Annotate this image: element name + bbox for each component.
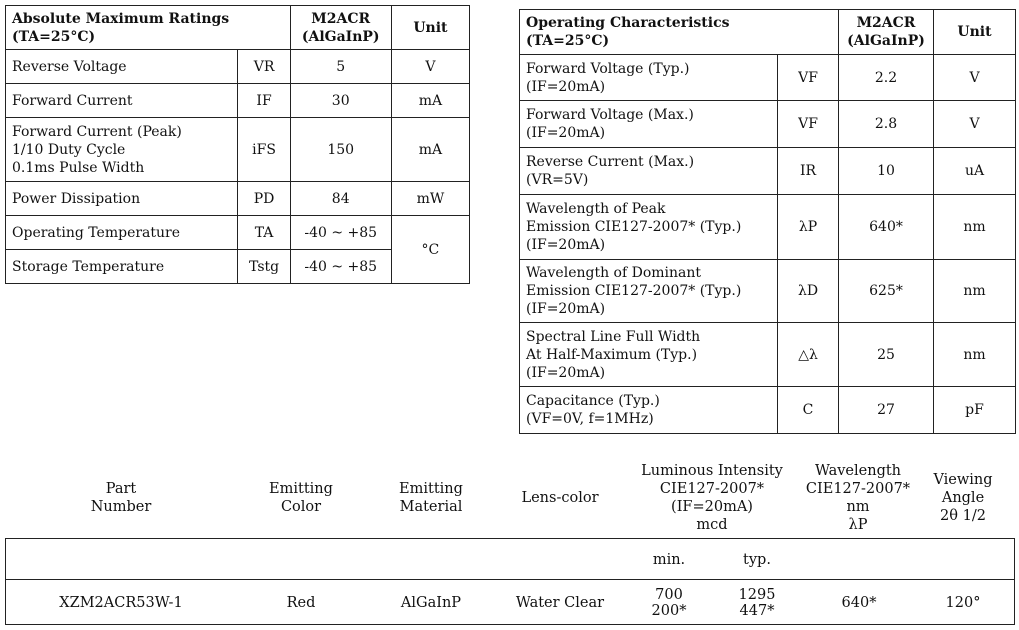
unit-cell: nm	[934, 260, 1016, 323]
symbol-cell: iFS	[238, 118, 290, 182]
table-row	[6, 118, 470, 182]
table-rule-middle	[5, 579, 1015, 580]
header-wavelength: Wavelength CIE127-2007* nm λP	[805, 463, 911, 533]
symbol-cell: λD	[778, 260, 839, 323]
intensity-typ-cell: 1295 447*	[738, 587, 776, 619]
unit-cell: mW	[391, 182, 469, 216]
table-rule-top	[5, 538, 1015, 539]
symbol-cell: Tstg	[238, 250, 290, 284]
unit-cell: pF	[934, 387, 1016, 434]
value-cell: 27	[839, 387, 934, 434]
unit-cell: V	[934, 101, 1016, 148]
symbol-cell: VF	[778, 101, 839, 148]
oc-condition: (TA=25°C)	[526, 33, 610, 49]
emitting-color-cell: Red	[286, 595, 316, 611]
subheader-min: min.	[652, 552, 686, 568]
absolute-maximum-ratings-table	[5, 5, 470, 284]
param-cell: Reverse Voltage	[6, 50, 238, 84]
oc-unit-header: Unit	[934, 10, 1016, 55]
param-cell: Power Dissipation	[6, 182, 238, 216]
value-cell: 25	[839, 323, 934, 387]
header-emitting-color: Emitting Color	[269, 481, 333, 515]
symbol-cell: λP	[778, 195, 839, 260]
value-cell: 625*	[839, 260, 934, 323]
table-row	[6, 50, 470, 84]
table-row	[6, 84, 470, 118]
value-cell: -40 ~ +85	[290, 250, 391, 284]
wavelength-cell: 640*	[841, 595, 877, 611]
oc-part-label: M2ACR	[856, 15, 916, 31]
symbol-cell: VF	[778, 55, 839, 101]
value-cell: 10	[839, 148, 934, 195]
value-cell: 2.2	[839, 55, 934, 101]
amr-title: Absolute Maximum Ratings	[12, 10, 230, 27]
unit-cell: nm	[934, 195, 1016, 260]
unit-cell: uA	[934, 148, 1016, 195]
unit-cell: V	[391, 50, 469, 84]
param-cell: Forward Voltage (Typ.) (IF=20mA)	[520, 55, 778, 101]
symbol-cell: IR	[778, 148, 839, 195]
value-cell: 640*	[839, 195, 934, 260]
intensity-min-cell: 700 200*	[651, 587, 687, 619]
param-cell: Reverse Current (Max.) (VR=5V)	[520, 148, 778, 195]
param-cell: Storage Temperature	[6, 250, 238, 284]
unit-cell: °C	[391, 216, 469, 284]
param-cell: Spectral Line Full Width At Half-Maximum (Typ.) (IF=20mA)	[520, 323, 778, 387]
value-cell: 84	[290, 182, 391, 216]
table-row	[520, 195, 1016, 260]
amr-part-label: M2ACR	[311, 10, 371, 27]
header-part-number: Part Number	[90, 481, 152, 515]
unit-cell: V	[934, 55, 1016, 101]
oc-title-cell	[520, 10, 839, 55]
header-emitting-material: Emitting Material	[399, 481, 463, 515]
header-lens-color: Lens-color	[521, 490, 599, 506]
value-cell: -40 ~ +85	[290, 216, 391, 250]
param-cell: Capacitance (Typ.) (VF=0V, f=1MHz)	[520, 387, 778, 434]
param-cell: Forward Voltage (Max.) (IF=20mA)	[520, 101, 778, 148]
table-row	[520, 101, 1016, 148]
oc-title: Operating Characteristics	[526, 15, 730, 31]
symbol-cell: TA	[238, 216, 290, 250]
symbol-cell: △λ	[778, 323, 839, 387]
oc-part-header	[839, 10, 934, 55]
param-cell: Forward Current (Peak) 1/10 Duty Cycle 0.1ms Pulse Width	[6, 118, 238, 182]
amr-part-header	[290, 6, 391, 50]
amr-material-label: (AlGaInP)	[301, 28, 380, 45]
subheader-typ: typ.	[743, 552, 771, 568]
amr-title-cell	[6, 6, 291, 50]
param-cell: Operating Temperature	[6, 216, 238, 250]
table-row	[520, 387, 1016, 434]
emitting-material-cell: AlGaInP	[400, 595, 462, 611]
table-row	[520, 260, 1016, 323]
table-row	[520, 148, 1016, 195]
symbol-cell: C	[778, 387, 839, 434]
symbol-cell: PD	[238, 182, 290, 216]
header-luminous-intensity: Luminous Intensity CIE127-2007* (IF=20mA) mcd	[641, 463, 783, 533]
value-cell: 5	[290, 50, 391, 84]
param-cell: Wavelength of Dominant Emission CIE127-2007* (Typ.) (IF=20mA)	[520, 260, 778, 323]
amr-unit-header: Unit	[391, 6, 469, 50]
value-cell: 2.8	[839, 101, 934, 148]
symbol-cell: VR	[238, 50, 290, 84]
table-row	[520, 55, 1016, 101]
oc-material-label: (AlGaInP)	[847, 33, 925, 49]
lens-color-cell: Water Clear	[515, 595, 605, 611]
table-row	[6, 182, 470, 216]
value-cell: 30	[290, 84, 391, 118]
table-rule-right	[1014, 538, 1015, 624]
table-rule-bottom	[5, 624, 1015, 625]
amr-condition: (TA=25°C)	[12, 28, 96, 45]
param-cell: Wavelength of Peak Emission CIE127-2007* (Typ.) (IF=20mA)	[520, 195, 778, 260]
value-cell: 150	[290, 118, 391, 182]
table-row	[520, 323, 1016, 387]
operating-characteristics-table	[519, 9, 1016, 434]
symbol-cell: IF	[238, 84, 290, 118]
unit-cell: mA	[391, 118, 469, 182]
unit-cell: mA	[391, 84, 469, 118]
part-number-cell: XZM2ACR53W-1	[59, 595, 183, 611]
unit-cell: nm	[934, 323, 1016, 387]
table-row	[6, 216, 470, 250]
viewing-angle-cell: 120°	[945, 595, 981, 611]
table-rule-left	[5, 538, 6, 624]
param-cell: Forward Current	[6, 84, 238, 118]
header-viewing-angle: Viewing Angle 2θ 1/2	[933, 472, 993, 524]
